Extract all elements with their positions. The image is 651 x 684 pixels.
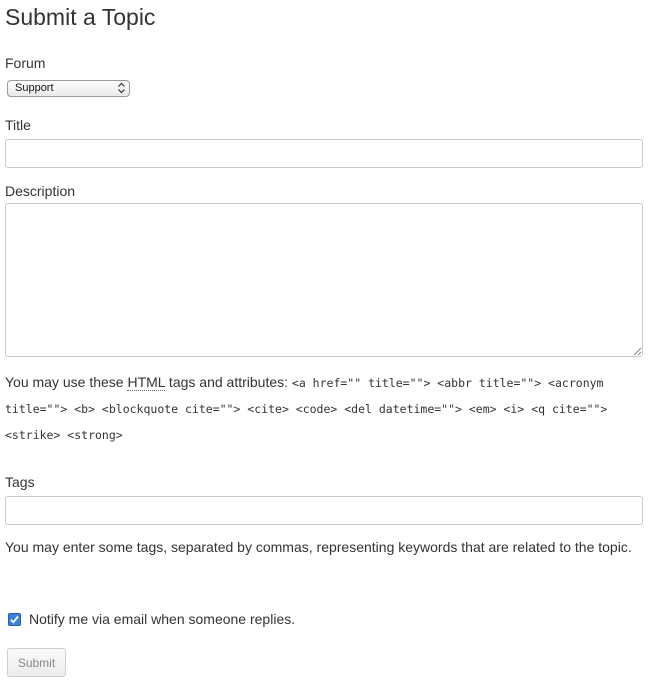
notify-label: Notify me via email when someone replies. <box>29 611 296 627</box>
html-help-middle: tags and attributes: <box>165 374 292 390</box>
allowed-tags-code: <a href="" title=""> <abbr title=""> <acronym title=""> <b> <blockquote cite=""> <cite> <code> <del datetime=""> <em> <i> <q cite=""> <strike> <strong> <box>5 376 608 442</box>
forum-label: Forum <box>5 55 46 71</box>
tags-label: Tags <box>5 474 35 490</box>
tags-input[interactable] <box>5 496 643 525</box>
notify-option[interactable] <box>6 611 295 627</box>
notify-checkbox[interactable] <box>8 613 21 626</box>
forum-select-value: Support <box>15 82 54 94</box>
html-tags-help <box>5 370 645 448</box>
page-title: Submit a Topic <box>5 4 156 30</box>
updown-chevron-icon <box>118 81 125 94</box>
html-abbr: HTML <box>127 374 166 390</box>
checkmark-icon <box>10 615 19 624</box>
resize-grip-icon[interactable] <box>633 347 642 356</box>
submit-button[interactable]: Submit <box>7 648 66 677</box>
title-input[interactable] <box>5 139 643 168</box>
html-help-prefix: You may use these <box>5 374 128 390</box>
forum-select[interactable] <box>7 80 130 97</box>
tags-help: You may enter some tags, separated by commas, representing keywords that are related to the topic. <box>5 539 632 555</box>
description-label: Description <box>5 183 76 199</box>
title-label: Title <box>5 117 31 133</box>
description-textarea[interactable] <box>5 203 643 357</box>
